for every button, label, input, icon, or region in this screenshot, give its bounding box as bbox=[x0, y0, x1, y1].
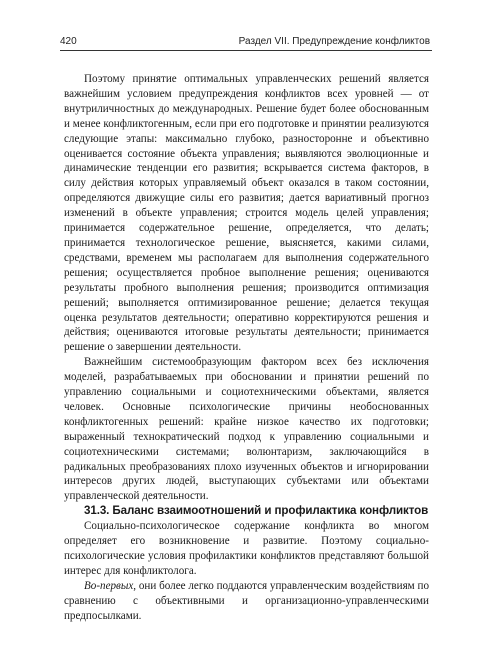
section-heading: 31.3. Баланс взаимоотношений и профилактика конфликтов bbox=[84, 504, 429, 518]
paragraph bbox=[64, 579, 429, 624]
running-title: Раздел VII. Предупреждение конфликтов bbox=[238, 36, 430, 47]
paragraph-rest: , они более легко поддаются управленческим воздействиям по сравнению с объективными и организационно-управленческими предпосылками. bbox=[64, 579, 429, 622]
paragraph: Социально-психологическое содержание конфликта во многом определяет его возникновение и развитие. Поэтому социально-психологические условия профилактики конфликтов представляют большой интерес для конфликтолога. bbox=[64, 520, 429, 577]
running-header bbox=[60, 34, 430, 50]
paragraph: Поэтому принятие оптимальных управленческих решений является важнейшим условием предупреждения конфликтов всех уровней — от внутриличностных до международных. Решение будет более обоснованным и менее конфликтогенным, если при его подготовке и принятии реализуются следующие этапы: максимально глубоко, разносторонне и объективно оценивается состояние объекта управления; выявляются эволюционные и динамические тенденции его развития; вскрывается система факторов, в силу действия которых управляемый объект оказался в таком состоянии, определяются движущие силы его развития; дается вариативный прогноз изменений в объекте управления; строится модель целей управления; принимается содержательное решение, определяется, что делать; принимается технологическое решение, выясняется, какими силами, средствами, временем мы располагаем для выполнения содержательного решения; осуществляется пробное выполнение решения; оцениваются результаты пробного выполнения решения; производится оптимизация решений; выполняется оптимизированное решение; делается текущая оценка результатов деятельности; оперативно корректируются решения и действия; оцениваются итоговые результаты деятельности; принимается решение о завершении деятельности. bbox=[64, 73, 429, 354]
page-body bbox=[64, 72, 429, 624]
paragraph-lead-italic: Во-первых bbox=[84, 579, 134, 592]
paragraph: Важнейшим системообразующим фактором всех без исключения моделей, разрабатываемых при обосновании и принятии решений по управлению социальными и социотехническими объектами, является человек. Основные психологические причины необоснованных конфликтогенных решений: крайне низкое качество их подготовки; выраженный технократический подход к управлению социальными и социотехническими системами; волюнтаризм, заключающийся в радикальных преобразованиях плохо изученных объектов и игнорировании интересов других людей, выступающих субъектами или объектами управленческой деятельности. bbox=[64, 356, 429, 503]
page-number: 420 bbox=[60, 36, 77, 47]
header-rule bbox=[60, 50, 432, 51]
